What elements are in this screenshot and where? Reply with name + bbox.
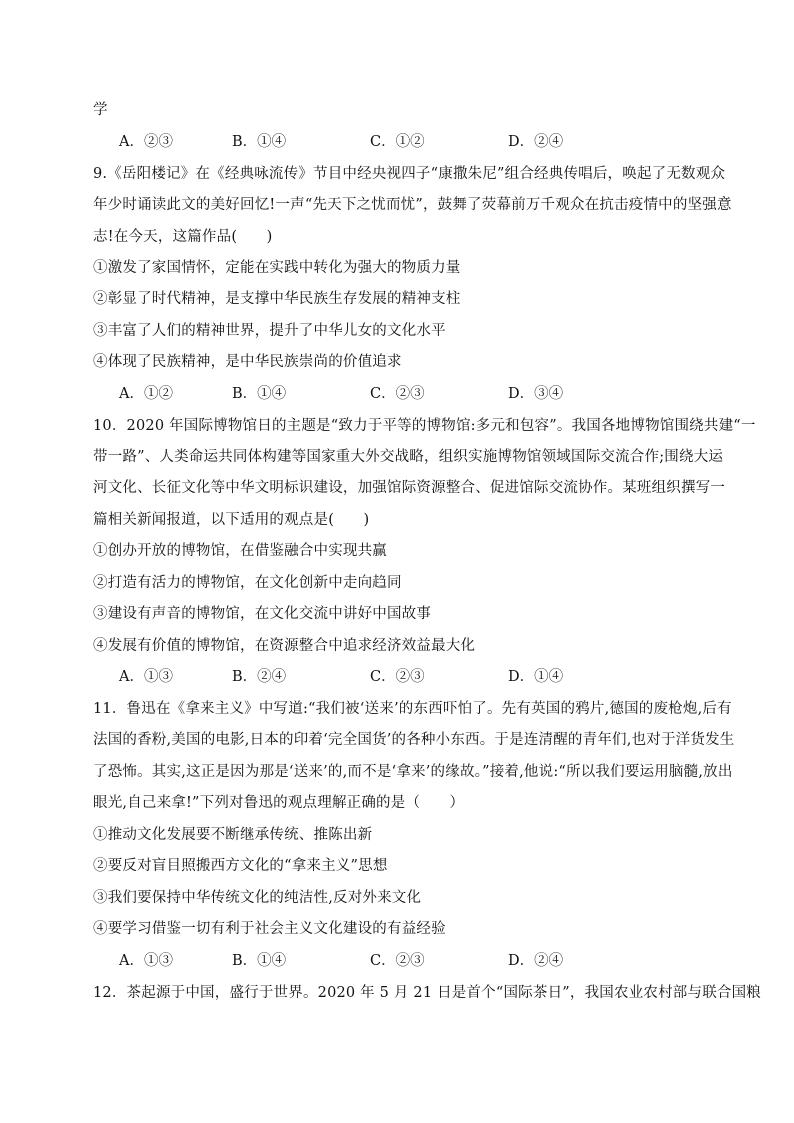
q11-stem-line: 眼光,自己来拿!”下列对鲁迅的观点理解正确的是（ ） [93,795,465,811]
q9-item: ①激发了家国情怀，定能在实践中转化为强大的物质力量 [93,260,461,276]
q11-option-a: A．①③ [119,953,173,969]
q10-option-d: D．①④ [508,669,564,685]
q10-stem-line: 10．2020 年国际博物馆日的主题是“致力于平等的博物馆:多元和包容”。我国各地博物馆围绕共建“一 [93,418,756,434]
q10-option-a: A．①③ [119,669,173,685]
q11-item: ④要学习借鉴一切有利于社会主义文化建设的有益经验 [93,921,446,937]
q11-stem-line: 11．鲁迅在《拿来主义》中写道:“我们被‘送来’的东西吓怕了。先有英国的鸦片,德国的废枪炮,后有 [93,701,732,717]
q9-stem-line: 年少时诵读此文的美好回忆!一声“先天下之忧而忧”，鼓舞了荧幕前万千观众在抗击疫情中的坚强意 [93,197,732,213]
q11-item: ②要反对盲目照搬西方文化的“拿来主义”思想 [93,858,388,874]
q11-item: ③我们要保持中华传统文化的纯洁性,反对外来文化 [93,890,422,906]
q9-stem-line: 9.《岳阳楼记》在《经典咏流传》节目中经央视四子“康撒朱尼”组合经典传唱后，唤起了无数观众 [93,166,726,182]
q8-option-d: D．②④ [508,134,564,150]
q9-option-b: B．①④ [232,386,287,402]
q10-option-b: B．②④ [232,669,287,685]
q11-option-d: D．②④ [508,953,564,969]
q8-option-c: C．①② [370,134,425,150]
q10-stem-line: 河文化、长征文化等中华文明标识建设，加强馆际资源整合、促进馆际交流协作。某班组织撰写一 [93,480,726,496]
q12-stem-line: 12．茶起源于中国，盛行于世界。2020 年 5 月 21 日是首个“国际茶日”，我国农业农村部与联合国粮 [93,985,761,1001]
q11-stem-line: 了恐怖。其实,这正是因为那是‘送来’的,而不是‘拿来’的缘故。”接着,他说:“所以我们要运用脑髓,放出 [93,764,733,780]
q9-option-c: C．②③ [370,386,425,402]
q10-option-c: C．②③ [370,669,425,685]
q11-stem-line: 法国的香粉,美国的电影,日本的印着‘完全国货’的各种小东西。于是连清醒的青年们,也对于洋货发生 [93,732,735,748]
q11-option-c: C．②③ [370,953,425,969]
q8-option-b: B．①④ [232,134,287,150]
q9-option-a: A．①② [119,386,173,402]
q9-item: ④体现了民族精神，是中华民族崇尚的价值追求 [93,354,402,370]
q10-stem-line: 带一路”、人类命运共同体构建等国家重大外交战略，组织实施博物馆领域国际交流合作;围绕大运 [93,449,724,465]
q10-item: ③建设有声音的博物馆，在文化交流中讲好中国故事 [93,606,432,622]
q10-item: ④发展有价值的博物馆，在资源整合中追求经济效益最大化 [93,638,476,654]
q9-item: ②彰显了时代精神，是支撑中华民族生存发展的精神支柱 [93,291,461,307]
q11-item: ①推动文化发展要不断继承传统、推陈出新 [93,827,373,843]
q9-stem-line: 志!在今天，这篇作品( ) [93,229,273,245]
q9-option-d: D．③④ [508,386,564,402]
q10-item: ②打造有活力的博物馆，在文化创新中走向趋同 [93,575,402,591]
q11-option-b: B．①④ [232,953,287,969]
q8-option-a: A．②③ [119,134,173,150]
q9-item: ③丰富了人们的精神世界，提升了中华儿女的文化水平 [93,323,446,339]
q10-item: ①创办开放的博物馆，在借鉴融合中实现共赢 [93,543,387,559]
q10-stem-line: 篇相关新闻报道，以下适用的观点是( ) [93,512,370,528]
lead-fragment: 学 [93,102,108,118]
